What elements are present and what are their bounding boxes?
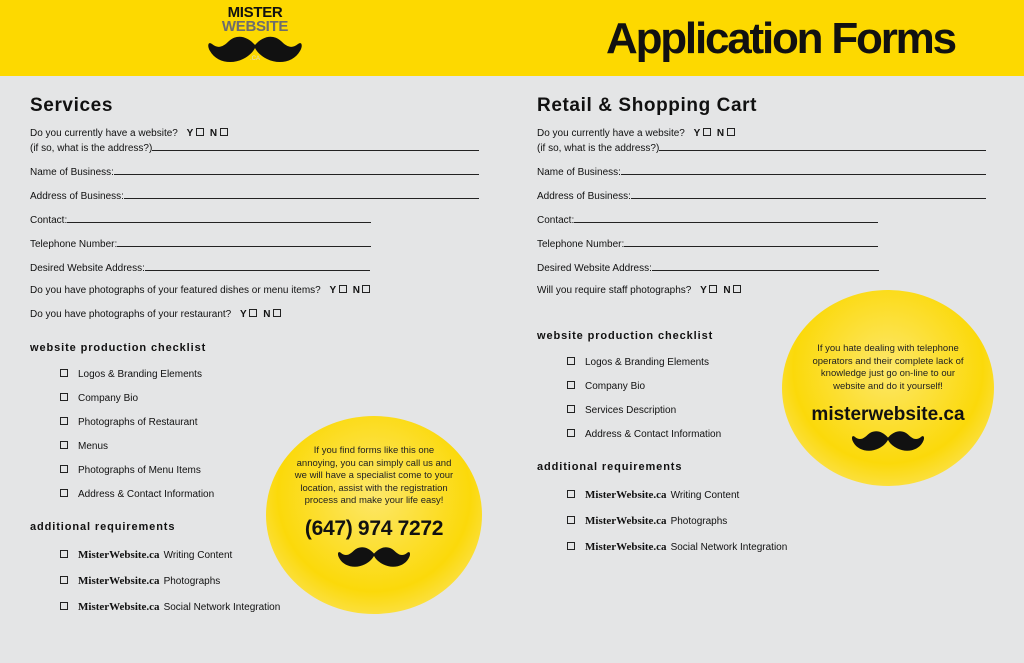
logo-line-mister: MISTER [227, 4, 283, 21]
services-name-field [30, 164, 479, 179]
retail-contact-field [537, 212, 878, 227]
services-name-label: Name of Business: [30, 167, 114, 178]
header-banner [0, 0, 1024, 76]
list-item-label: Social Network Integration [163, 602, 281, 613]
services-additional-title: additional requirements [30, 521, 176, 533]
retail-website-address-input[interactable] [659, 140, 986, 151]
brand-name: MisterWebsite.ca [585, 489, 667, 501]
list-item[interactable] [60, 489, 214, 501]
callout-message: If you find forms like this one annoying, you can simply call us and we will have a specialist come to your location, assist with the registration process and make your life easy! [294, 445, 454, 506]
checkbox-icon[interactable] [362, 285, 370, 293]
retail-name-field [537, 164, 986, 179]
logo-tag: .CA [249, 56, 261, 62]
retail-website-address-label: (if so, what is the address?) [537, 143, 660, 154]
retail-contact-label: Contact: [537, 215, 575, 226]
retail-address-input[interactable] [631, 188, 986, 199]
services-address-field [30, 188, 479, 203]
retail-staff-label: Will you require staff photographs? [537, 285, 692, 296]
services-contact-label: Contact: [30, 215, 68, 226]
no-label: N [723, 285, 732, 296]
services-restaurant-label: Do you have photographs of your restaurant? [30, 309, 232, 320]
no-label: N [209, 128, 218, 139]
checkbox-icon[interactable] [567, 381, 575, 389]
retail-staff-question [537, 285, 747, 297]
services-website-address-field [30, 140, 479, 155]
retail-address-label: Address of Business: [537, 191, 631, 202]
call-us-callout [266, 416, 482, 614]
list-item[interactable] [567, 429, 721, 441]
services-contact-input[interactable] [67, 212, 371, 223]
yes-label: Y [240, 309, 248, 320]
checkbox-icon[interactable] [60, 417, 68, 425]
services-desired-address-field [30, 260, 370, 275]
checkbox-icon[interactable] [220, 128, 228, 136]
list-item-label: Photographs [163, 576, 221, 587]
checkbox-icon[interactable] [249, 309, 257, 317]
no-label: N [716, 128, 725, 139]
checkbox-icon[interactable] [60, 393, 68, 401]
retail-additional-title: additional requirements [537, 461, 683, 473]
mustache-icon [207, 35, 303, 69]
checkbox-icon[interactable] [60, 550, 68, 558]
services-address-input[interactable] [124, 188, 479, 199]
list-item[interactable] [60, 369, 202, 381]
phone-number[interactable]: (647) 974 7272 [304, 516, 444, 540]
brand-name: MisterWebsite.ca [78, 549, 160, 561]
list-item-label: Logos & Branding Elements [585, 357, 709, 368]
services-website-question [30, 128, 234, 140]
list-item[interactable] [60, 417, 198, 429]
brand-name: MisterWebsite.ca [78, 575, 160, 587]
list-item[interactable] [567, 405, 676, 417]
services-name-input[interactable] [114, 164, 479, 175]
list-item[interactable] [567, 357, 709, 369]
services-dishes-label: Do you have photographs of your featured dishes or menu items? [30, 285, 321, 296]
mustache-icon [337, 545, 411, 573]
logo-line-website: WEBSITE [221, 18, 289, 35]
checkbox-icon[interactable] [60, 441, 68, 449]
services-website-address-input[interactable] [152, 140, 479, 151]
services-website-question-label: Do you currently have a website? [30, 128, 178, 139]
retail-desired-address-field [537, 260, 879, 275]
checkbox-icon[interactable] [567, 357, 575, 365]
list-item-label: Social Network Integration [670, 542, 788, 553]
retail-website-question [537, 128, 741, 140]
retail-website-address-field [537, 140, 986, 155]
services-dishes-question [30, 285, 376, 297]
services-desired-address-input[interactable] [145, 260, 370, 271]
list-item-label: Address & Contact Information [585, 429, 722, 440]
list-item-label: Company Bio [585, 381, 646, 392]
retail-name-label: Name of Business: [537, 167, 621, 178]
list-item-label: Services Description [585, 405, 677, 416]
checkbox-icon[interactable] [567, 542, 575, 550]
services-telephone-field [30, 236, 371, 251]
services-section-title: Services [30, 95, 113, 116]
checkbox-icon[interactable] [339, 285, 347, 293]
brand-name: MisterWebsite.ca [585, 515, 667, 527]
list-item[interactable] [567, 381, 645, 393]
services-restaurant-question [30, 309, 287, 321]
checkbox-icon[interactable] [567, 429, 575, 437]
no-label: N [263, 309, 271, 320]
checkbox-icon[interactable] [567, 490, 575, 498]
retail-telephone-input[interactable] [624, 236, 878, 247]
list-item-label: Logos & Branding Elements [78, 369, 202, 380]
checkbox-icon[interactable] [567, 405, 575, 413]
no-label: N [352, 285, 361, 296]
services-checklist-title: website production checklist [30, 342, 207, 354]
services-contact-field [30, 212, 371, 227]
list-item[interactable] [567, 541, 787, 554]
retail-desired-address-input[interactable] [652, 260, 879, 271]
list-item-label: Writing Content [163, 550, 233, 561]
list-item[interactable] [60, 465, 201, 477]
retail-section-title: Retail & Shopping Cart [537, 95, 758, 116]
checkbox-icon[interactable] [703, 128, 711, 136]
services-desired-address-label: Desired Website Address: [30, 263, 145, 274]
retail-address-field [537, 188, 986, 203]
services-website-address-label: (if so, what is the address?) [30, 143, 153, 154]
retail-telephone-field [537, 236, 878, 251]
yes-label: Y [186, 128, 194, 139]
retail-checklist-title: website production checklist [537, 330, 714, 342]
list-item-label: Photographs of Restaurant [78, 417, 198, 428]
services-telephone-input[interactable] [117, 236, 371, 247]
list-item[interactable] [60, 601, 280, 614]
checkbox-icon[interactable] [60, 576, 68, 584]
checkbox-icon[interactable] [196, 128, 204, 136]
list-item-label: Photographs of Menu Items [78, 465, 201, 476]
checkbox-icon[interactable] [60, 489, 68, 497]
services-address-label: Address of Business: [30, 191, 124, 202]
retail-website-question-label: Do you currently have a website? [537, 128, 685, 139]
page-title: Application Forms [606, 14, 955, 63]
services-telephone-label: Telephone Number: [30, 239, 118, 250]
list-item-label: Menus [78, 441, 109, 452]
checkbox-icon[interactable] [727, 128, 735, 136]
brand-name: MisterWebsite.ca [585, 541, 667, 553]
retail-desired-address-label: Desired Website Address: [537, 263, 652, 274]
list-item[interactable] [60, 441, 108, 453]
mister-website-logo[interactable] [205, 6, 305, 72]
retail-telephone-label: Telephone Number: [537, 239, 625, 250]
list-item-label: Address & Contact Information [78, 489, 215, 500]
retail-contact-input[interactable] [574, 212, 878, 223]
checkbox-icon[interactable] [733, 285, 741, 293]
callout-message: If you hate dealing with telephone operators and their complete lack of knowledge just go on-line to our website and do it yourself! [812, 343, 964, 392]
checkbox-icon[interactable] [709, 285, 717, 293]
list-item[interactable] [60, 549, 232, 562]
list-item[interactable] [567, 515, 727, 528]
checkbox-icon[interactable] [60, 369, 68, 377]
list-item[interactable] [567, 489, 739, 502]
checkbox-icon[interactable] [567, 516, 575, 524]
yes-label: Y [693, 128, 701, 139]
checkbox-icon[interactable] [60, 465, 68, 473]
list-item[interactable] [60, 575, 220, 588]
website-url-link[interactable]: misterwebsite.ca [811, 404, 965, 425]
yes-label: Y [700, 285, 708, 296]
online-callout [782, 290, 994, 486]
list-item-label: Writing Content [670, 490, 740, 501]
retail-name-input[interactable] [621, 164, 986, 175]
list-item-label: Photographs [670, 516, 728, 527]
mustache-icon [851, 429, 925, 457]
list-item[interactable] [60, 393, 138, 405]
checkbox-icon[interactable] [273, 309, 281, 317]
yes-label: Y [329, 285, 337, 296]
checkbox-icon[interactable] [60, 602, 68, 610]
brand-name: MisterWebsite.ca [78, 601, 160, 613]
list-item-label: Company Bio [78, 393, 139, 404]
